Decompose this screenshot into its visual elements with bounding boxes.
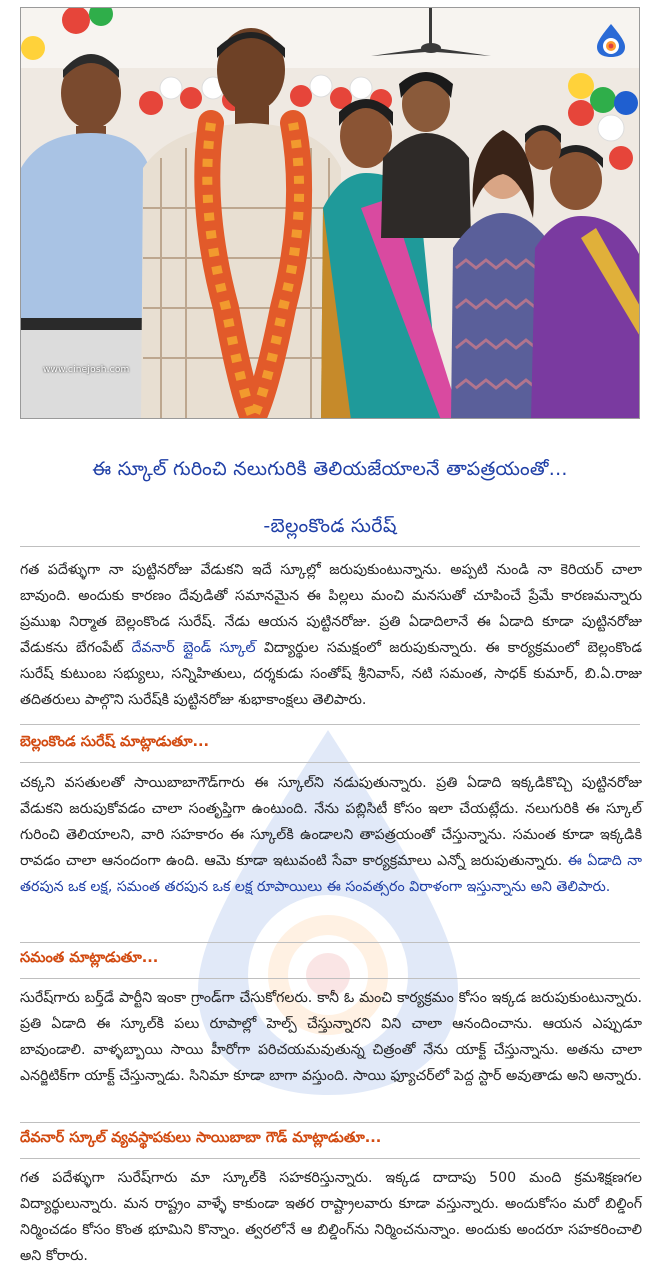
section-suresh-paragraph: [20, 770, 642, 900]
divider: [20, 1158, 640, 1159]
section-samantha-title: సమంత మాట్లాడుతూ...: [20, 950, 159, 966]
divider: [20, 942, 640, 943]
event-photo-illustration: [21, 8, 640, 419]
section-samantha-paragraph: సురేష్‌గారు బర్త్‌డే పార్టీని ఇంకా గ్రాండ్‌గా చేసుకోగలరు. కానీ ఓ మంచి కార్యక్రమం కోసం ఇక్కడ జరుపుకుంటున్నారు. ప్రతి ఏడాది ఈ స్కూల్‌కి పలు రూపాల్లో హెల్ప్ చేస్తున్నారని విని చాలా ఆనందించాను. ఆయన ఎప్పుడూ బావుండాలి. వాళ్ళబ్బాయి సాయి హీరోగా పరిచయమవుతున్న చిత్రంతో నేను యాక్ట్ చేస్తున్నాను. అతను చాలా ఎనర్జిటిక్‌గా యాక్ట్ చేస్తున్నాడు. సినిమా కూడా బాగా వస్తుంది. సాయి ఫ్యూచర్‌లో పెద్ద స్టార్ అవుతాడు అని అన్నారు.: [20, 990, 642, 1084]
article-photo: [20, 7, 640, 419]
photo-credit: www.cinejosh.com: [43, 365, 130, 375]
divider: [20, 978, 640, 979]
section-founder-paragraph: గత పదేళ్ళుగా సురేష్‌గారు మా స్కూల్‌కి సహకరిస్తున్నారు. ఇక్కడ దాదాపు 500 మంది క్రమశిక్షణగల విద్యార్థులున్నారు. మన రాష్ట్రం వాళ్ళే కాకుండా ఇతర రాష్ట్రాలవారు కూడా వస్తున్నారు. అందుకోసం మరో బిల్డింగ్ నిర్మించడం కోసం కొంత భూమిని కొన్నాం. త్వరలోనే ఆ బిల్డింగ్‌ను నిర్మించనున్నాం. అందుకు అందరూ సహకరించాలి అని కోరారు.: [20, 1170, 642, 1264]
intro-highlight: దేవనార్ బ్లైండ్ స్కూల్: [131, 640, 256, 656]
section-suresh-highlight: ఈ ఏడాది నా తరపున ఒక లక్ష, సమంత తరపున ఒక లక్ష రూపాయిలు ఈ సంవత్సరం విరాళంగా ఇస్తున్నాను అని తెలిపారు.: [20, 853, 642, 895]
divider: [20, 1122, 640, 1123]
article-byline: -బెల్లంకొండ సురేష్: [263, 515, 397, 537]
article-headline: ఈ స్కూల్ గురించి నలుగురికి తెలియజేయాలనే తాపత్రయంతో...: [92, 458, 568, 480]
divider: [20, 724, 640, 725]
intro-text-end: విద్యార్థుల సమక్షంలో జరుపుకున్నారు. ఈ కార్యక్రమంలో బెల్లంకొండ సురేష్ కుటుంబ సభ్యులు, సన్నిహితులు, దర్శకుడు సంతోష్ శ్రీనివాస్, నటి సమంత, సాధక్ కుమార్, బి.ఏ.రాజు తదితరులు పాల్గొని సురేష్‌కి పుట్టినరోజు శుభాకాంక్షలు తెలిపారు.: [20, 640, 642, 708]
divider: [20, 762, 640, 763]
section-suresh-title: బెల్లంకొండ సురేష్ మాట్లాడుతూ...: [20, 734, 210, 750]
person-background: [525, 125, 561, 170]
section-founder-title: దేవనార్ స్కూల్ వ్యవస్థాపకులు సాయిబాబా గౌడ్ మాట్లాడుతూ...: [20, 1130, 382, 1146]
site-logo-icon: [593, 22, 629, 58]
section-suresh-text: చక్కని వసతులతో సాయిబాబాగౌడ్‌గారు ఈ స్కూల్‌ని నడుపుతున్నారు. ప్రతి ఏడాది ఇక్కడికొచ్చి పుట్టినరోజు వేడుకని జరుపుకోవడం చాలా సంతృప్తిగా ఉంటుంది. నేను పబ్లిసిటీ కోసం ఇలా చేయట్లేదు. నలుగురికి ఈ స్కూల్ గురించి తెలియాలని, వారి సహకారం ఈ స్కూల్‌కి ఉండాలని తాపత్రయంతో చేస్తున్నాను. సమంత కూడా ఇక్కడికి రావడం చాలా ఆనందంగా ఉంది. ఆమె కూడా ఇటువంటి సేవా కార్యక్రమాలు ఎన్నో జరుపుతున్నారు.: [20, 775, 642, 869]
intro-text: గత పదేళ్ళుగా నా పుట్టినరోజు వేడుకని ఇదే స్కూల్లో జరుపుకుంటున్నాను. అప్పటి నుండి నా కెరియర్ చాలా బావుంది. అందుకు కారణం దేవుడితో సమానమైన ఈ పిల్లలు మంచి మనసుతో చూపించే ప్రేమే కారణమన్నారు ప్రముఖ నిర్మాత బెల్లంకొండ సురేష్. నేడు ఆయన పుట్టినరోజు. ప్రతి ఏడాదిలానే ఈ ఏడాది కూడా పుట్టినరోజు వేడుకను బేగంపేట్: [20, 562, 642, 656]
divider: [20, 546, 640, 547]
intro-paragraph: [20, 557, 642, 713]
